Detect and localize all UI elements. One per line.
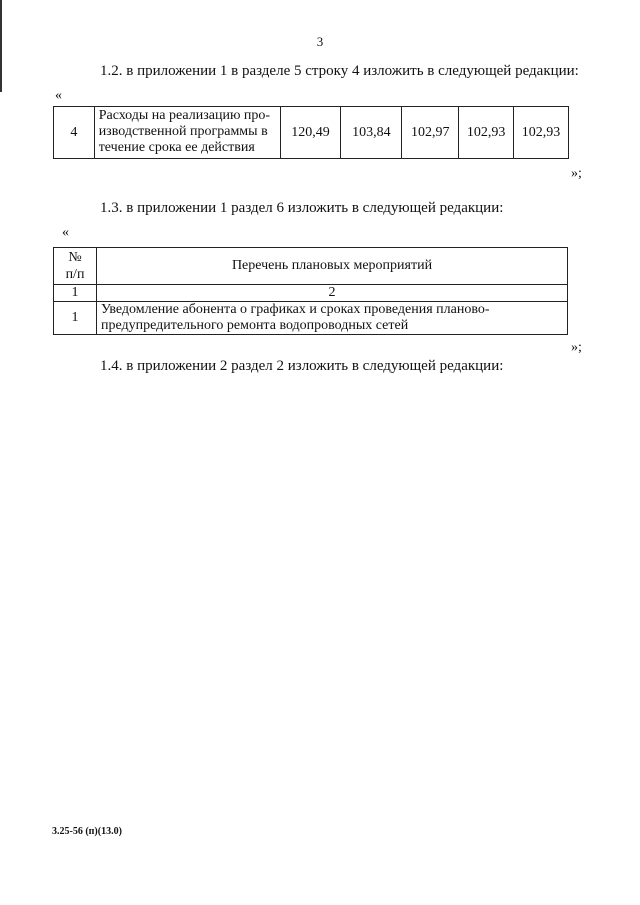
measure-line-1: Уведомление абонента о графиках и сроках проведения планово- [101, 302, 490, 317]
value-cell: 102,93 [514, 107, 569, 159]
table-2-planned-measures [53, 247, 568, 335]
description-line-3: течение срока ее действия [98, 140, 255, 155]
header-number-col [54, 248, 97, 285]
row-description [94, 107, 280, 159]
paragraph-1-3: 1.3. в приложении 1 раздел 6 изложить в следующей редакции: [100, 200, 504, 216]
row-measure-text [97, 302, 568, 335]
paragraph-1-2: 1.2. в приложении 1 в разделе 5 строку 4 изложить в следующей редакции: [100, 63, 579, 79]
table-header-row [54, 248, 568, 285]
row-number: 4 [54, 107, 95, 159]
measure-line-2: предупредительного ремонта водопроводных сетей [101, 318, 409, 333]
paragraph-1-4: 1.4. в приложении 2 раздел 2 изложить в следующей редакции: [100, 358, 504, 374]
header-number-label: п/п [65, 267, 85, 282]
open-quote-2: « [62, 225, 69, 240]
description-line-1: Расходы на реализацию про- [98, 108, 271, 123]
table-row [54, 302, 568, 335]
footer-document-code: 3.25-56 (п)(13.0) [52, 826, 122, 837]
close-quote-2: »; [571, 340, 582, 355]
value-cell: 103,84 [341, 107, 402, 159]
column-index-2: 2 [97, 285, 568, 302]
table-1-revenue-row [53, 106, 569, 159]
table-index-row [54, 285, 568, 302]
value-cell: 120,49 [280, 107, 341, 159]
row-number: 1 [54, 302, 97, 335]
column-index-1: 1 [54, 285, 97, 302]
table-row [54, 107, 569, 159]
description-line-2: изводственной программы в [98, 124, 268, 139]
value-cell: 102,97 [402, 107, 459, 159]
open-quote-1: « [55, 88, 62, 103]
value-cell: 102,93 [459, 107, 514, 159]
header-number-symbol: № [68, 250, 82, 265]
page-number: 3 [316, 34, 324, 49]
close-quote-1: »; [571, 166, 582, 181]
header-title: Перечень плановых мероприятий [97, 248, 568, 285]
